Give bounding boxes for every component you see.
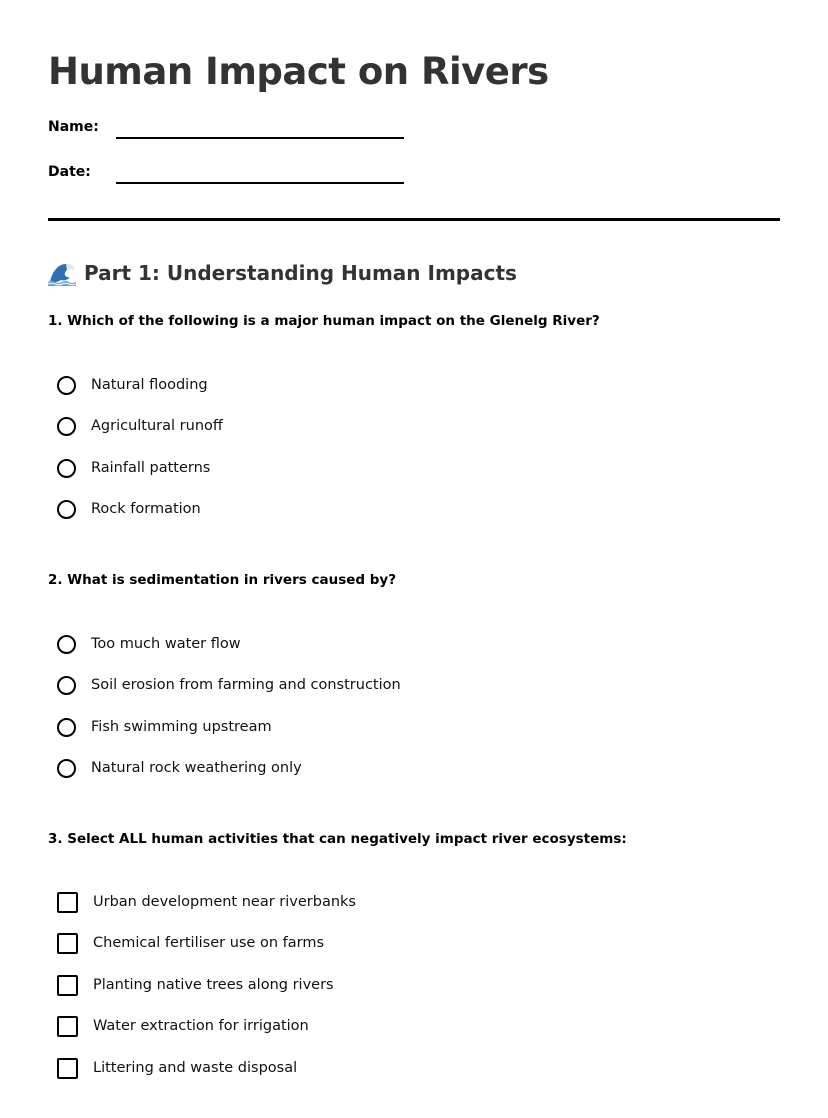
part1-title: Part 1: Understanding Human Impacts	[84, 261, 517, 285]
q3-option-2[interactable]	[57, 930, 324, 956]
q3-option-3[interactable]	[57, 972, 334, 998]
checkbox[interactable]	[57, 892, 78, 913]
option-label: Rock formation	[91, 501, 201, 517]
option-label: Rainfall patterns	[91, 460, 211, 476]
radio-button[interactable]	[57, 459, 76, 478]
option-label: Too much water flow	[91, 636, 241, 652]
question-3: 3. Select ALL human activities that can negatively impact river ecosystems:	[48, 831, 627, 847]
option-label: Natural flooding	[91, 377, 208, 393]
option-label: Littering and waste disposal	[93, 1060, 298, 1076]
date-label: Date:	[48, 164, 91, 180]
checkbox[interactable]	[57, 933, 78, 954]
checkbox[interactable]	[57, 975, 78, 996]
q3-option-1[interactable]	[57, 889, 356, 915]
name-field-row	[48, 118, 448, 148]
part1-heading	[48, 258, 517, 288]
water-wave-icon	[48, 260, 76, 286]
option-label: Water extraction for irrigation	[93, 1018, 309, 1034]
radio-button[interactable]	[57, 718, 76, 737]
q3-option-4[interactable]	[57, 1013, 309, 1039]
q2-option-3[interactable]	[57, 714, 272, 740]
name-field[interactable]	[116, 137, 404, 139]
radio-button[interactable]	[57, 635, 76, 654]
radio-button[interactable]	[57, 759, 76, 778]
radio-button[interactable]	[57, 500, 76, 519]
q1-option-1[interactable]	[57, 372, 208, 398]
checkbox[interactable]	[57, 1016, 78, 1037]
option-label: Fish swimming upstream	[91, 719, 272, 735]
date-field-row	[48, 163, 448, 193]
section-divider	[48, 218, 780, 221]
checkbox[interactable]	[57, 1058, 78, 1079]
q1-option-3[interactable]	[57, 455, 210, 481]
option-label: Natural rock weathering only	[91, 760, 302, 776]
worksheet-title: Human Impact on Rivers	[48, 50, 549, 93]
date-field[interactable]	[116, 182, 404, 184]
q2-option-2[interactable]	[57, 672, 401, 698]
radio-button[interactable]	[57, 676, 76, 695]
option-label: Urban development near riverbanks	[93, 894, 356, 910]
option-label: Planting native trees along rivers	[93, 977, 334, 993]
option-label: Chemical fertiliser use on farms	[93, 935, 325, 951]
question-2: 2. What is sedimentation in rivers caused by?	[48, 572, 397, 588]
radio-button[interactable]	[57, 417, 76, 436]
q2-option-4[interactable]	[57, 755, 302, 781]
q2-option-1[interactable]	[57, 631, 241, 657]
name-label: Name:	[48, 119, 99, 135]
option-label: Agricultural runoff	[91, 418, 223, 434]
question-1: 1. Which of the following is a major human impact on the Glenelg River?	[48, 313, 600, 329]
q3-option-5[interactable]	[57, 1055, 297, 1081]
option-label: Soil erosion from farming and construction	[91, 677, 401, 693]
radio-button[interactable]	[57, 376, 76, 395]
q1-option-2[interactable]	[57, 413, 223, 439]
q1-option-4[interactable]	[57, 496, 201, 522]
